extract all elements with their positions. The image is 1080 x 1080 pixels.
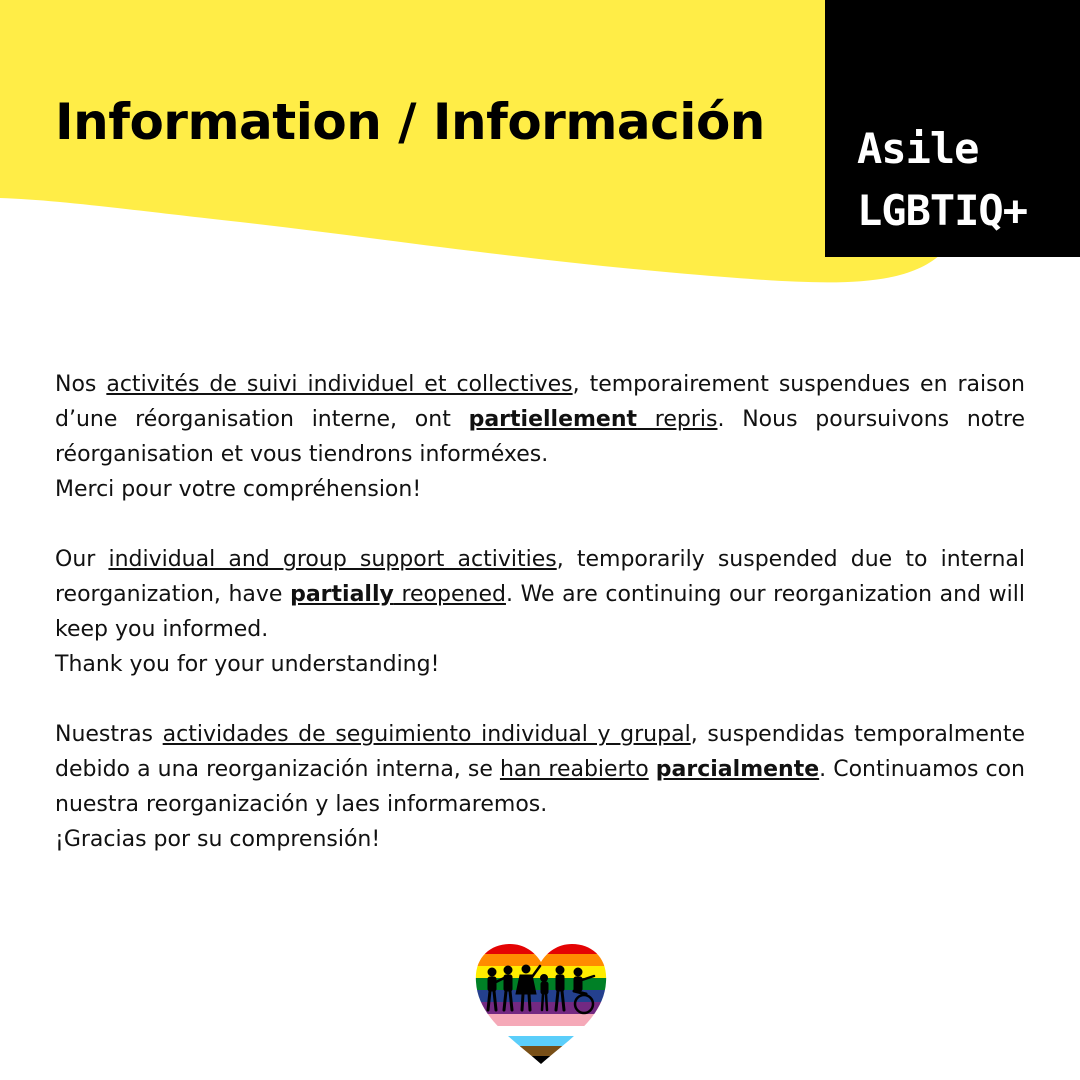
en-text-2: , temporarily suspended due to internal reorganization, have	[55, 547, 1025, 607]
fr-thanks: Merci pour votre compréhension!	[55, 477, 422, 502]
fr-activities-link[interactable]: activités de suivi individuel et collectives	[106, 372, 573, 397]
fr-text-3: . Nous poursuivons notre réorganisation et vous tiendrons informéxes.	[55, 407, 1025, 467]
pride-heart-icon	[474, 942, 608, 1066]
es-activities-link[interactable]: actividades de seguimiento individual y grupal	[162, 722, 691, 747]
paragraph-english	[55, 542, 1025, 682]
es-text-3: . Continuamos con nuestra reorganización y laes informaremos.	[55, 757, 1025, 817]
paragraph-spanish	[55, 717, 1025, 857]
en-activities-link[interactable]: individual and group support activities	[108, 547, 557, 572]
en-thanks: Thank you for your understanding!	[55, 652, 440, 677]
en-text-3: . We are continuing our reorganization and will keep you informed.	[55, 582, 1025, 642]
en-bold-partially: partially	[290, 582, 394, 607]
en-underline-reopened: reopened	[393, 582, 506, 607]
fr-bold-partially: partiellement	[468, 407, 638, 432]
message-content	[55, 367, 1025, 892]
logo-line-lgbtiq: LGBTIQ+	[857, 186, 1028, 235]
asile-lgbtiq-logo	[825, 0, 1080, 257]
es-underline-reopened: han reabierto	[499, 757, 649, 782]
es-thanks: ¡Gracias por su comprensión!	[55, 827, 381, 852]
es-text-1: Nuestras	[55, 722, 163, 747]
fr-underline-resumed: repris	[637, 407, 718, 432]
en-text-1: Our	[55, 547, 109, 572]
es-bold-partially: parcialmente	[655, 757, 820, 782]
page-title: Information / Información	[55, 93, 765, 151]
fr-text-2: , temporairement suspendues en raison d’une réorganisation interne, ont	[55, 372, 1025, 432]
logo-line-asile: Asile	[857, 124, 979, 173]
es-space	[649, 757, 656, 782]
es-text-2: , suspendidas temporalmente debido a una reorganización interna, se	[55, 722, 1025, 782]
paragraph-french	[55, 367, 1025, 507]
fr-text-1: Nos	[55, 372, 107, 397]
